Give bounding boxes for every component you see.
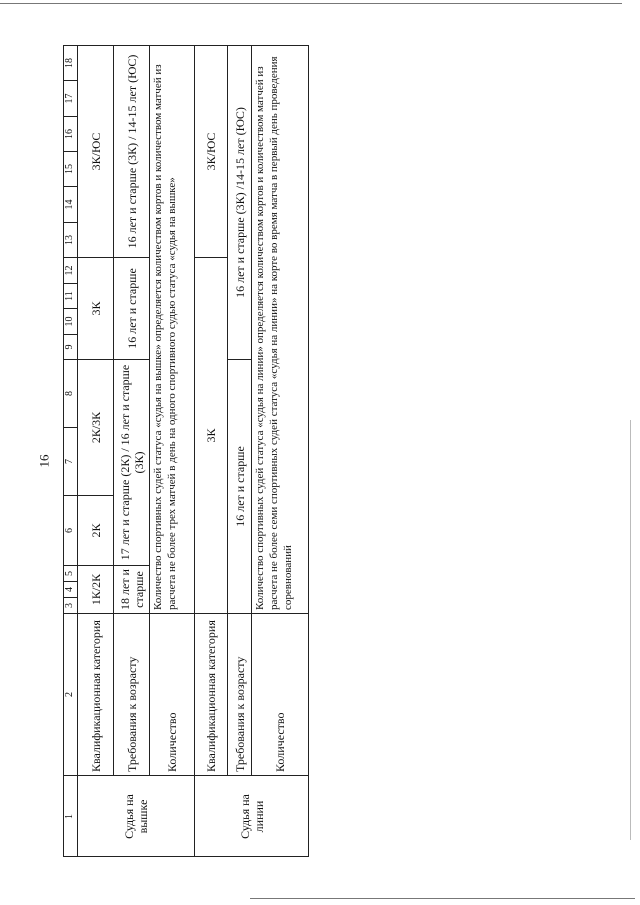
chair-category-cols-5-6: 2К	[78, 495, 114, 565]
chair-age-label: Требования к возрасту	[114, 613, 150, 775]
line-age-cols-3-8: 16 лет и старше	[228, 359, 252, 613]
chair-category-cols-7-8: 2К/3К	[78, 359, 114, 495]
chair-category-cols-13-18: 3К/ЮС	[78, 45, 114, 257]
line-age-cols-9-18: 16 лет и старше (3К) /14-15 лет (ЮС)	[228, 45, 252, 359]
line-category-label: Квалификационная категория	[195, 613, 228, 775]
header-cell-4: 4	[63, 581, 78, 597]
rotated-table-frame	[63, 45, 309, 857]
line-category-cols-13-18: 3К/ЮС	[195, 45, 228, 257]
referee-requirements-table	[63, 45, 309, 857]
header-cell-10: 10	[63, 308, 78, 334]
chair-age-cols-5-8: 17 лет и старше (2К) / 16 лет и старше (3К)	[114, 359, 150, 565]
scan-edge-top	[0, 3, 622, 4]
chair-category-cols-3-4: 1К/2К	[78, 565, 114, 613]
header-cell-11: 11	[63, 283, 78, 308]
chair-age-cols-3-4: 18 лет и старше	[114, 565, 150, 613]
line-quantity-text: Количество спортивных судей статуса «судья на линии» определяется количеством кортов и количеством матчей из расчета не более семи спортивных судей статуса «судья на линии» на корте во время матча в первый день проведения соревнований	[252, 45, 309, 613]
header-cell-2: 2	[63, 613, 78, 775]
header-cell-3: 3	[63, 597, 78, 613]
header-cell-7: 7	[63, 427, 78, 495]
header-cell-18: 18	[63, 45, 78, 80]
chair-category-cols-9-12: 3К	[78, 257, 114, 359]
header-cell-6: 6	[63, 495, 78, 565]
header-cell-5: 5	[63, 565, 78, 581]
header-cell-8: 8	[63, 359, 78, 427]
header-cell-13: 13	[63, 222, 78, 257]
line-age-label: Требования к возрасту	[228, 613, 252, 775]
chair-quantity-label: Количество	[150, 613, 195, 775]
chair-age-cols-13-18: 16 лет и старше (3К) / 14-15 лет (ЮС)	[114, 45, 150, 257]
page-number: 16	[36, 454, 52, 468]
line-quantity-label: Количество	[252, 613, 309, 775]
header-cell-1: 1	[63, 775, 78, 857]
header-cell-16: 16	[63, 116, 78, 151]
header-cell-9: 9	[63, 334, 78, 359]
header-cell-15: 15	[63, 151, 78, 186]
scan-edge-right	[630, 420, 631, 840]
header-cell-12: 12	[63, 257, 78, 283]
line-judge-role: Судья на линии	[195, 775, 309, 857]
chair-age-cols-9-12: 16 лет и старше	[114, 257, 150, 359]
line-category-cols-3-12: 3К	[195, 257, 228, 613]
scan-edge-bottom	[250, 898, 635, 899]
chair-quantity-text: Количество спортивных судей статуса «судья на вышке» определяется количеством кортов и количеством матчей из расчета не более трех матчей в день на одного спортивного судью статуса «судья на вышке»	[150, 45, 195, 613]
chair-umpire-role: Судья на вышке	[78, 775, 195, 857]
header-cell-14: 14	[63, 186, 78, 222]
header-cell-17: 17	[63, 80, 78, 116]
chair-category-label: Квалификационная категория	[78, 613, 114, 775]
